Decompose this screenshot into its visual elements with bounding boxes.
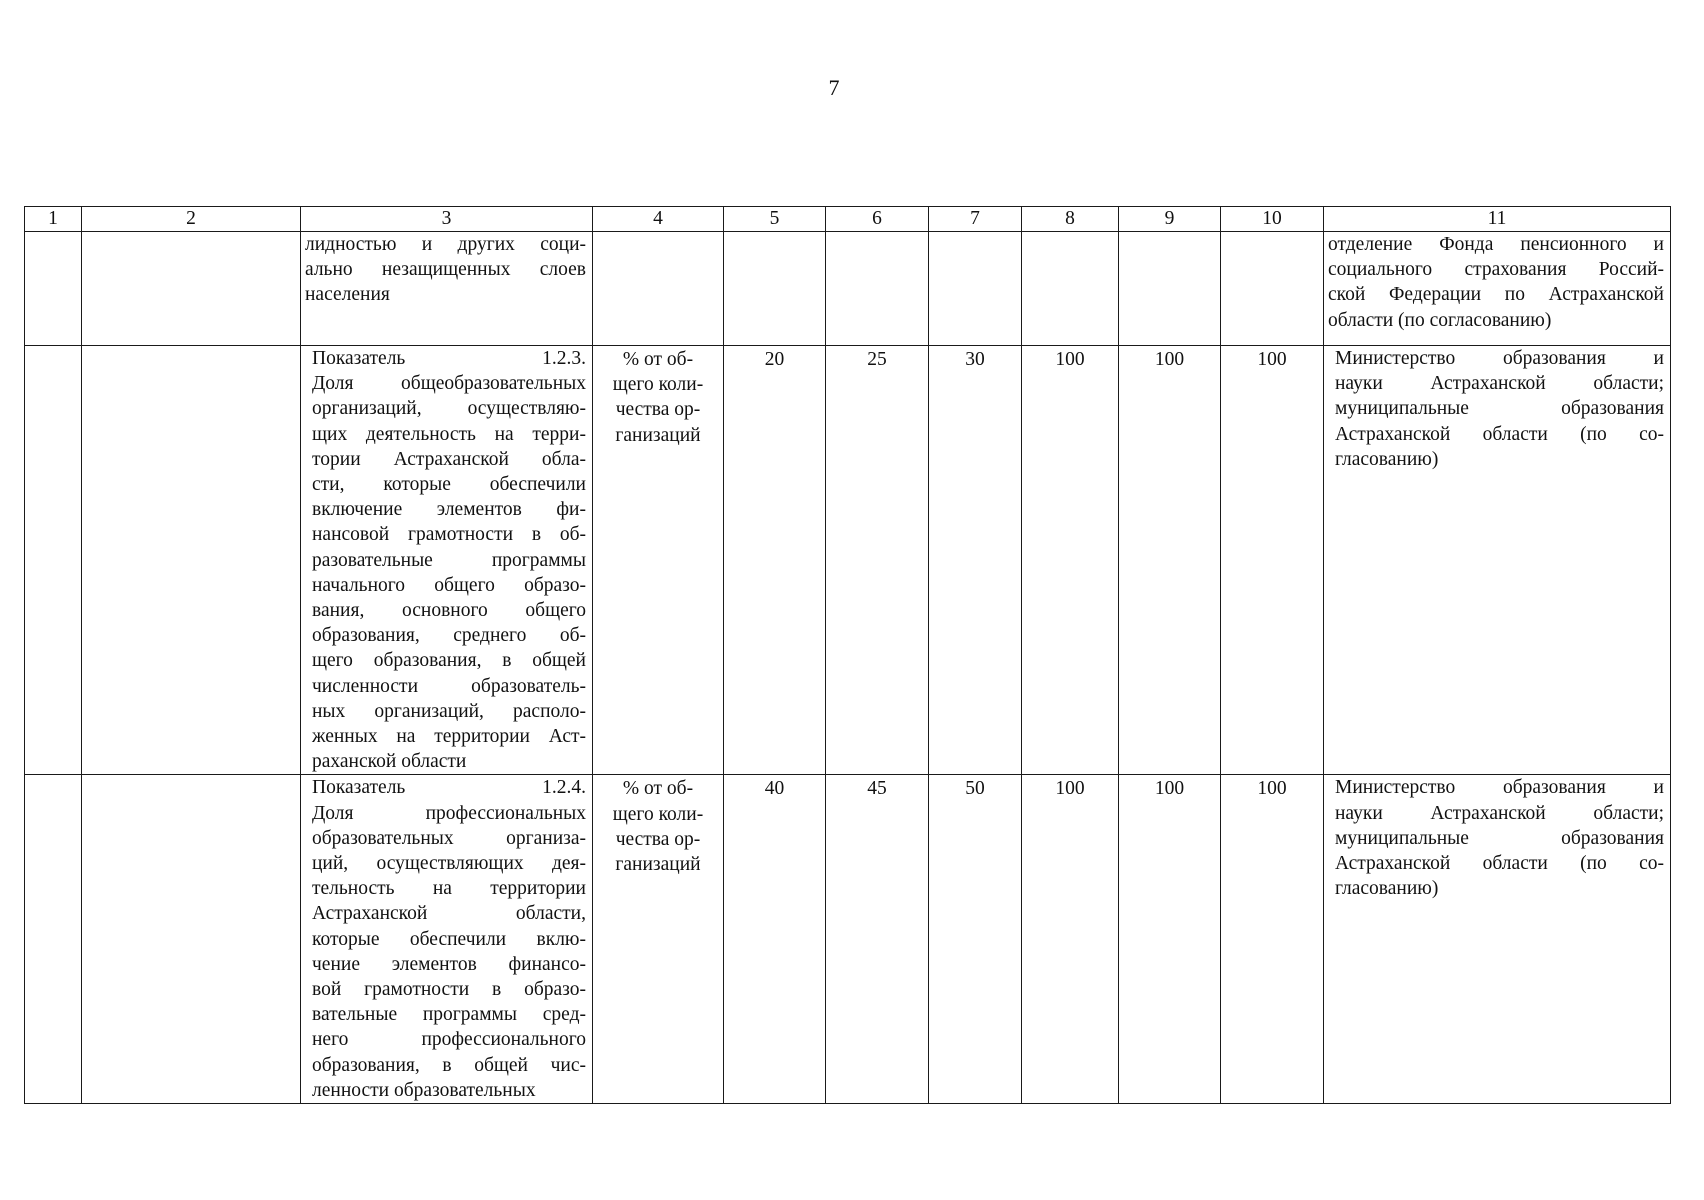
text-line: науки Астраханской области; <box>1335 373 1664 395</box>
text-line: разовательные программы <box>312 549 586 571</box>
column-number: 5 <box>724 207 826 232</box>
text-line: чества ор- <box>615 828 701 850</box>
text-line: Доля общеобразовательных <box>312 373 586 395</box>
text-line: Астраханской области, <box>312 903 586 925</box>
value-col6: 25 <box>826 346 929 775</box>
column-number: 10 <box>1221 207 1324 232</box>
indicator-description <box>301 775 593 1104</box>
column-numbers-row <box>25 207 1671 232</box>
value-col7: 50 <box>929 775 1022 1104</box>
value-col10 <box>1221 232 1324 346</box>
text-line: раханской области <box>312 751 467 773</box>
text-line: которые обеспечили вклю- <box>312 928 586 950</box>
indicators-table <box>24 206 1671 1104</box>
unit-cell <box>593 346 724 775</box>
page-number: 7 <box>828 75 840 100</box>
text-line: Доля профессиональных <box>312 802 586 824</box>
table-row <box>25 775 1671 1104</box>
value-col9: 100 <box>1119 346 1221 775</box>
column-number: 9 <box>1119 207 1221 232</box>
text-line: включение элементов фи- <box>312 499 586 521</box>
value-col10: 100 <box>1221 775 1324 1104</box>
text-line: него профессионального <box>312 1029 586 1051</box>
value-col6 <box>826 232 929 346</box>
text-line: чение элементов финансо- <box>312 953 586 975</box>
text-line: социального страхования Россий- <box>1328 259 1664 281</box>
text-line: ально незащищенных слоев <box>305 259 586 281</box>
text-line: % от об- <box>622 349 694 370</box>
text-line: ций, осуществляющих дея- <box>312 853 586 875</box>
responsible-executors <box>1324 775 1671 1104</box>
unit-cell <box>593 775 724 1104</box>
text-line: численности образователь- <box>312 675 586 697</box>
value-col7 <box>929 232 1022 346</box>
text-line: ганизаций <box>615 854 701 876</box>
text-line: муниципальные образования <box>1335 827 1664 849</box>
text-line: гласованию) <box>1335 448 1439 470</box>
text-line: Показатель 1.2.4. <box>312 777 586 799</box>
text-line: организаций, осуществляю- <box>312 398 586 420</box>
text-line: ленности образовательных <box>312 1079 536 1101</box>
text-line: Министерство образования и <box>1335 777 1664 799</box>
text-line: щего образования, в общей <box>312 650 586 672</box>
text-line: Астраханской области (по со- <box>1335 853 1664 875</box>
text-line: % от об- <box>622 778 694 800</box>
text-line: тельность на территории <box>312 878 586 900</box>
value-col6: 45 <box>826 775 929 1104</box>
cell-col2 <box>82 346 301 775</box>
text-line: чества ор- <box>615 399 701 421</box>
text-line: щих деятельность на терри- <box>312 423 586 445</box>
responsible-executors <box>1324 346 1671 775</box>
text-line: нансовой грамотности в об- <box>312 524 586 546</box>
value-col5: 40 <box>724 775 826 1104</box>
column-number: 11 <box>1324 207 1671 232</box>
value-col8: 100 <box>1022 346 1119 775</box>
value-col8 <box>1022 232 1119 346</box>
text-line: сти, которые обеспечили <box>312 474 586 496</box>
text-line: образования, среднего об- <box>312 625 586 647</box>
value-col8: 100 <box>1022 775 1119 1104</box>
column-number: 7 <box>929 207 1022 232</box>
text-line: образовательных организа- <box>312 827 586 849</box>
column-number: 3 <box>301 207 593 232</box>
text-line: населения <box>305 284 390 306</box>
text-line: щего коли- <box>612 803 704 825</box>
cell-col1 <box>25 346 82 775</box>
text-line: гласованию) <box>1335 878 1439 900</box>
text-line: вательные программы сред- <box>312 1004 586 1026</box>
column-number: 8 <box>1022 207 1119 232</box>
text-line: тории Астраханской обла- <box>312 448 586 470</box>
text-line: ской Федерации по Астраханской <box>1328 284 1664 306</box>
column-number: 4 <box>593 207 724 232</box>
text-line: лидностью и других соци- <box>305 234 586 255</box>
indicator-description <box>301 346 593 775</box>
text-line: вания, основного общего <box>312 600 586 622</box>
text-line: ных организаций, располо- <box>312 700 586 722</box>
column-number: 6 <box>826 207 929 232</box>
column-number: 2 <box>82 207 301 232</box>
value-col9 <box>1119 232 1221 346</box>
cell-col2 <box>82 232 301 346</box>
value-col5 <box>724 232 826 346</box>
cell-col1 <box>25 775 82 1104</box>
cell-col1 <box>25 232 82 346</box>
text-line: щего коли- <box>612 374 704 396</box>
table-row <box>25 346 1671 775</box>
value-col10: 100 <box>1221 346 1324 775</box>
value-col7: 30 <box>929 346 1022 775</box>
text-line: муниципальные образования <box>1335 398 1664 420</box>
indicator-description <box>301 232 593 346</box>
text-line: вой грамотности в образо- <box>312 979 586 1001</box>
text-line: науки Астраханской области; <box>1335 802 1664 824</box>
value-col5: 20 <box>724 346 826 775</box>
unit-cell <box>593 232 724 346</box>
cell-col2 <box>82 775 301 1104</box>
text-line: женных на территории Аст- <box>312 726 586 748</box>
text-line: Министерство образования и <box>1335 348 1664 369</box>
column-number: 1 <box>25 207 82 232</box>
table-row <box>25 232 1671 346</box>
text-line: Показатель 1.2.3. <box>312 348 586 369</box>
text-line: Астраханской области (по со- <box>1335 423 1664 445</box>
responsible-executors <box>1324 232 1671 346</box>
value-col9: 100 <box>1119 775 1221 1104</box>
text-line: ганизаций <box>615 424 701 446</box>
text-line: области (по согласованию) <box>1328 309 1552 331</box>
text-line: образования, в общей чис- <box>312 1054 586 1076</box>
text-line: отделение Фонда пенсионного и <box>1328 234 1664 255</box>
text-line: начального общего образо- <box>312 574 586 596</box>
